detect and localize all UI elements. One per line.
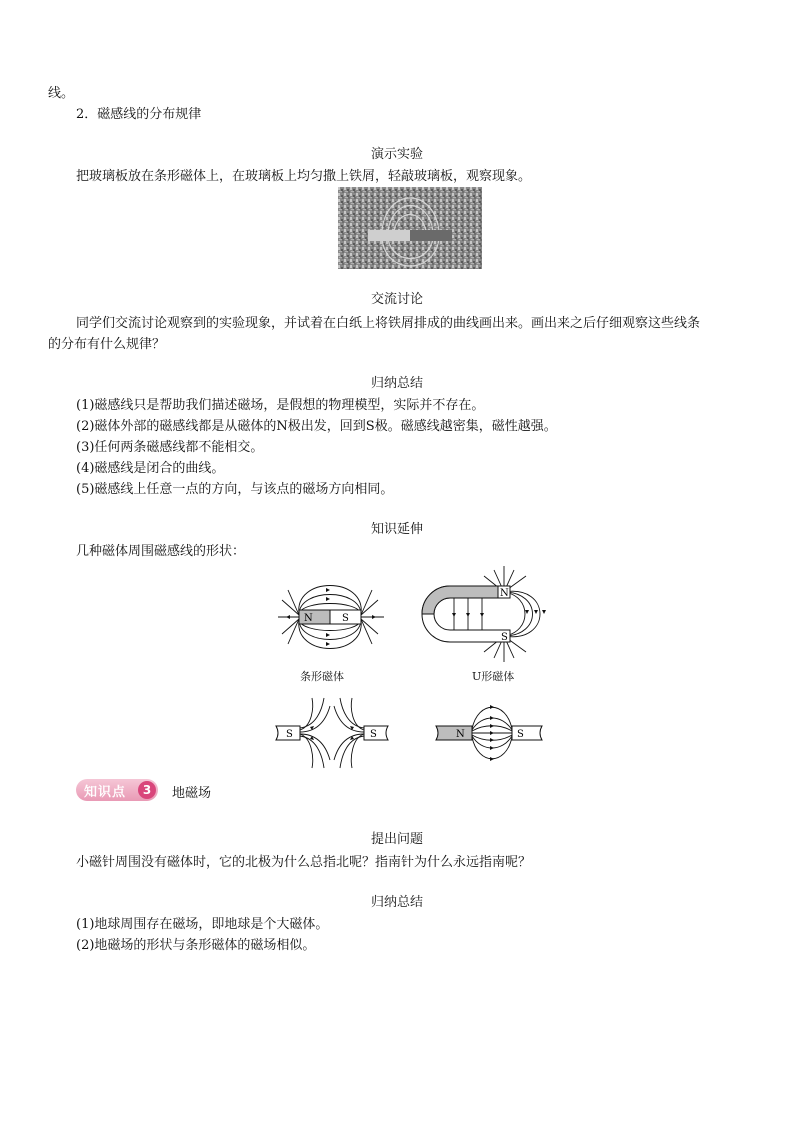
summary1-item: (4)磁感线是闭合的曲线。 — [76, 461, 225, 476]
discussion-title: 交流讨论 — [370, 292, 423, 307]
bar-magnet-field-diagram — [272, 570, 388, 666]
bar-pole-s: S — [342, 613, 349, 624]
u-pole-s: S — [501, 632, 508, 643]
summary2-title: 归纳总结 — [370, 895, 423, 910]
knowledge-point-label: 知识点 — [84, 785, 127, 800]
question-text: 小磁针周围没有磁体时，它的北极为什么总指北呢？指南针为什么永远指南呢？ — [76, 855, 532, 870]
intro-tail: 线。 — [48, 86, 75, 101]
left-pole-s: S — [286, 729, 293, 740]
section2-heading: 2．磁感线的分布规律 — [76, 107, 202, 122]
discussion-line-1: 同学们交流讨论观察到的实验现象，并试着在白纸上将铁屑排成的曲线画出来。画出来之后仔细观察这些线条 — [76, 316, 701, 331]
unlike-poles-field-diagram — [432, 696, 546, 772]
summary2-item: (1)地球周围存在磁场，即地球是个大磁体。 — [76, 917, 329, 932]
extension-text: 几种磁体周围磁感线的形状： — [76, 544, 246, 559]
summary1-item: (2)磁体外部的磁感线都是从磁体的N极出发，回到S极。磁感线越密集，磁性越强。 — [76, 419, 557, 434]
question-title: 提出问题 — [370, 832, 423, 847]
discussion-line-2: 的分布有什么规律？ — [48, 337, 166, 352]
summary1-item: (1)磁感线只是帮助我们描述磁场，是假想的物理模型，实际并不存在。 — [76, 398, 485, 413]
extension-title: 知识延伸 — [370, 522, 423, 537]
knowledge-point-title: 地磁场 — [172, 786, 212, 801]
knowledge-point-badge — [76, 779, 158, 801]
u-magnet-field-diagram — [414, 562, 556, 666]
summary1-item: (5)磁感线上任意一点的方向，与该点的磁场方向相同。 — [76, 482, 394, 497]
summary1-item: (3)任何两条磁感线都不能相交。 — [76, 440, 264, 455]
summary2-item: (2)地磁场的形状与条形磁体的磁场相似。 — [76, 938, 316, 953]
u-pole-n: N — [500, 588, 509, 599]
knowledge-point-number: 3 — [138, 781, 156, 799]
bar-magnet-caption: 条形磁体 — [300, 670, 344, 683]
like-poles-field-diagram — [272, 696, 392, 772]
bar-pole-n: N — [304, 613, 313, 624]
pole-s: S — [517, 729, 524, 740]
demo-text: 把玻璃板放在条形磁体上，在玻璃板上均匀撒上铁屑，轻敲玻璃板，观察现象。 — [76, 169, 532, 184]
summary1-title: 归纳总结 — [370, 376, 423, 391]
demo-title: 演示实验 — [370, 147, 423, 162]
iron-filings-photo — [338, 187, 482, 269]
right-pole-s: S — [370, 729, 377, 740]
u-magnet-caption: U形磁体 — [472, 670, 515, 683]
pole-n: N — [456, 729, 465, 740]
